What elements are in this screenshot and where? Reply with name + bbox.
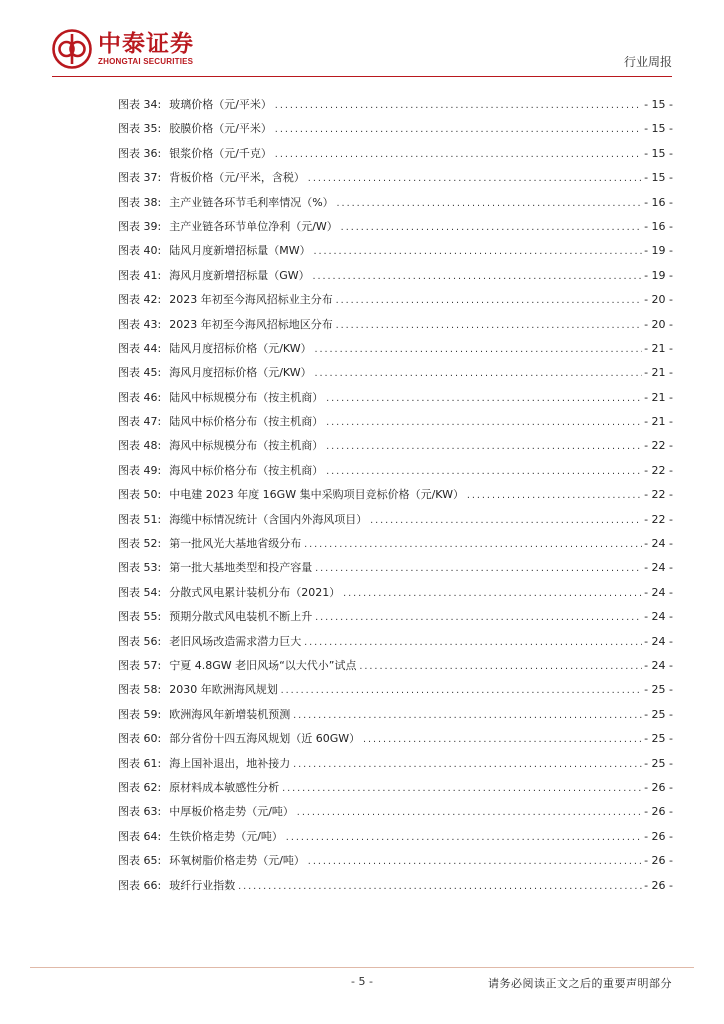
figure-page: - 25 - <box>644 707 673 721</box>
figure-page: - 20 - <box>644 317 673 331</box>
toc-entry[interactable] <box>118 434 673 458</box>
zhongtai-logo-icon <box>52 29 92 69</box>
dot-leader <box>296 801 642 825</box>
toc-entry[interactable] <box>118 605 673 629</box>
figure-page: - 22 - <box>644 512 673 526</box>
figure-page: - 20 - <box>644 293 673 307</box>
report-type: 行业周报 <box>623 55 672 69</box>
footer-divider <box>30 967 694 968</box>
dot-leader <box>313 240 642 264</box>
figure-title: 宁夏 4.8GW 老旧风场“以大代小”试点 <box>169 658 357 672</box>
figure-page: - 25 - <box>644 683 673 697</box>
figure-title: 陆风中标价格分布（按主机商） <box>169 415 324 429</box>
toc-entry[interactable] <box>118 849 673 873</box>
figure-title: 银浆价格（元/千克） <box>169 146 272 160</box>
figure-number: 图表 56: <box>118 634 162 648</box>
toc-entry[interactable] <box>118 361 673 385</box>
figure-title: 原材料成本敏感性分析 <box>169 780 280 794</box>
toc-entry[interactable] <box>118 678 673 702</box>
figure-title: 陆风中标规模分布（按主机商） <box>169 390 324 404</box>
toc-entry[interactable] <box>118 459 673 483</box>
figure-number: 图表 58: <box>118 683 162 697</box>
figure-title: 第一批风光大基地省级分布 <box>169 537 302 551</box>
toc-entry[interactable] <box>118 581 673 605</box>
dot-leader <box>336 192 642 216</box>
figure-number: 图表 63: <box>118 805 162 819</box>
dot-leader <box>274 118 642 142</box>
figure-number: 图表 66: <box>118 878 162 892</box>
company-name-cn: 中泰证券 <box>98 31 194 57</box>
figure-title: 中厚板价格走势（元/吨） <box>169 805 294 819</box>
figure-page: - 21 - <box>644 341 673 355</box>
figure-title: 背板价格（元/平米，含税） <box>169 171 305 185</box>
figure-title: 老旧风场改造需求潜力巨大 <box>169 634 302 648</box>
dot-leader <box>280 679 642 703</box>
toc-entry[interactable] <box>118 825 673 849</box>
figure-number: 图表 37: <box>118 171 162 185</box>
figure-page: - 15 - <box>644 146 673 160</box>
figure-list <box>118 93 673 898</box>
figure-page: - 19 - <box>644 244 673 258</box>
dot-leader <box>274 143 642 167</box>
figure-page: - 24 - <box>644 537 673 551</box>
figure-page: - 26 - <box>644 878 673 892</box>
toc-entry[interactable] <box>118 532 673 556</box>
figure-title: 海风中标规模分布（按主机商） <box>169 439 324 453</box>
figure-page: - 24 - <box>644 561 673 575</box>
figure-title: 海风中标价格分布（按主机商） <box>169 463 324 477</box>
figure-number: 图表 62: <box>118 780 162 794</box>
toc-entry[interactable] <box>118 313 673 337</box>
dot-leader <box>335 289 642 313</box>
figure-page: - 24 - <box>644 585 673 599</box>
figure-title: 主产业链各环节单位净利（元/W） <box>169 219 338 233</box>
figure-page: - 22 - <box>644 463 673 477</box>
figure-title: 2030 年欧洲海风规划 <box>169 683 278 697</box>
toc-entry[interactable] <box>118 386 673 410</box>
figure-page: - 21 - <box>644 415 673 429</box>
figure-number: 图表 60: <box>118 732 162 746</box>
figure-title: 2023 年初至今海风招标业主分布 <box>169 293 333 307</box>
figure-number: 图表 42: <box>118 293 162 307</box>
dot-leader <box>314 338 642 362</box>
figure-number: 图表 50: <box>118 488 162 502</box>
dot-leader <box>285 826 642 850</box>
figure-title: 陆风月度招标价格（元/KW） <box>169 341 312 355</box>
figure-page: - 16 - <box>644 195 673 209</box>
figure-page: - 16 - <box>644 219 673 233</box>
figure-number: 图表 47: <box>118 415 162 429</box>
dot-leader <box>274 94 642 118</box>
toc-entry[interactable] <box>118 654 673 678</box>
toc-entry[interactable] <box>118 337 673 361</box>
figure-title: 第一批大基地类型和投产容量 <box>169 561 313 575</box>
figure-number: 图表 51: <box>118 512 162 526</box>
toc-entry[interactable] <box>118 166 673 190</box>
figure-title: 分散式风电累计装机分布（2021） <box>169 585 341 599</box>
figure-number: 图表 44: <box>118 341 162 355</box>
figure-title: 2023 年初至今海风招标地区分布 <box>169 317 333 331</box>
figure-number: 图表 41: <box>118 268 162 282</box>
dot-leader <box>325 460 642 484</box>
dot-leader <box>362 728 642 752</box>
figure-number: 图表 45: <box>118 366 162 380</box>
figure-number: 图表 43: <box>118 317 162 331</box>
figure-title: 生铁价格走势（元/吨） <box>169 829 283 843</box>
page-header <box>0 0 724 80</box>
figure-title: 海缆中标情况统计（含国内外海风项目） <box>169 512 368 526</box>
figure-number: 图表 61: <box>118 756 162 770</box>
dot-leader <box>303 533 642 557</box>
figure-page: - 21 - <box>644 390 673 404</box>
company-name-en: ZHONGTAI SECURITIES <box>98 57 194 66</box>
toc-entry[interactable] <box>118 727 673 751</box>
figure-number: 图表 55: <box>118 610 162 624</box>
figure-title: 部分省份十四五海风规划（近 60GW） <box>169 732 361 746</box>
toc-entry[interactable] <box>118 93 673 117</box>
dot-leader <box>325 435 642 459</box>
figure-number: 图表 59: <box>118 707 162 721</box>
toc-entry[interactable] <box>118 874 673 898</box>
figure-page: - 25 - <box>644 732 673 746</box>
figure-number: 图表 65: <box>118 854 162 868</box>
dot-leader <box>342 582 642 606</box>
figure-title: 预期分散式风电装机不断上升 <box>169 610 313 624</box>
toc-entry[interactable] <box>118 703 673 727</box>
dot-leader <box>335 314 642 338</box>
dot-leader <box>314 362 642 386</box>
toc-entry[interactable] <box>118 239 673 263</box>
figure-number: 图表 57: <box>118 658 162 672</box>
figure-page: - 25 - <box>644 756 673 770</box>
dot-leader <box>314 606 642 630</box>
figure-page: - 15 - <box>644 171 673 185</box>
dot-leader <box>303 631 642 655</box>
toc-entry[interactable] <box>118 800 673 824</box>
toc-entry[interactable] <box>118 410 673 434</box>
figure-page: - 26 - <box>644 854 673 868</box>
figure-page: - 19 - <box>644 268 673 282</box>
figure-number: 图表 36: <box>118 146 162 160</box>
company-logo <box>52 29 194 69</box>
figure-number: 图表 49: <box>118 463 162 477</box>
figure-title: 环氧树脂价格走势（元/吨） <box>169 854 305 868</box>
figure-title: 欧洲海风年新增装机预测 <box>169 707 291 721</box>
dot-leader <box>237 875 642 899</box>
figure-page: - 15 - <box>644 122 673 136</box>
toc-entry[interactable] <box>118 630 673 654</box>
dot-leader <box>281 777 642 801</box>
figure-number: 图表 54: <box>118 585 162 599</box>
toc-entry[interactable] <box>118 752 673 776</box>
figure-title: 玻璃价格（元/平米） <box>169 98 272 111</box>
toc-entry[interactable] <box>118 117 673 141</box>
figure-number: 图表 38: <box>118 195 162 209</box>
figure-title: 玻纤行业指数 <box>169 878 236 892</box>
dot-leader <box>325 411 642 435</box>
figure-page: - 22 - <box>644 488 673 502</box>
figure-number: 图表 34: <box>118 98 162 111</box>
figure-title: 中电建 2023 年度 16GW 集中采购项目竞标价格（元/KW） <box>169 488 464 502</box>
dot-leader <box>292 704 642 728</box>
figure-title: 主产业链各环节毛利率情况（%） <box>169 195 334 209</box>
figure-title: 海上国补退出，地补接力 <box>169 756 291 770</box>
dot-leader <box>466 484 642 508</box>
dot-leader <box>292 753 642 777</box>
figure-number: 图表 64: <box>118 829 162 843</box>
figure-page: - 15 - <box>644 98 673 111</box>
toc-entry[interactable] <box>118 483 673 507</box>
figure-page: - 24 - <box>644 634 673 648</box>
toc-entry[interactable] <box>118 288 673 312</box>
dot-leader <box>312 265 642 289</box>
figure-number: 图表 35: <box>118 122 162 136</box>
figure-number: 图表 40: <box>118 244 162 258</box>
toc-entry[interactable] <box>118 191 673 215</box>
figure-title: 海风月度新增招标量（GW） <box>169 268 310 282</box>
figure-number: 图表 52: <box>118 537 162 551</box>
dot-leader <box>369 509 642 533</box>
toc-entry[interactable] <box>118 556 673 580</box>
figure-number: 图表 39: <box>118 219 162 233</box>
figure-title: 胶膜价格（元/平米） <box>169 122 272 136</box>
toc-entry[interactable] <box>118 142 673 166</box>
figure-page: - 26 - <box>644 780 673 794</box>
page-number: - 5 - <box>351 975 373 988</box>
figure-page: - 21 - <box>644 366 673 380</box>
figure-number: 图表 46: <box>118 390 162 404</box>
figure-page: - 26 - <box>644 805 673 819</box>
figure-title: 海风月度招标价格（元/KW） <box>169 366 312 380</box>
dot-leader <box>307 850 642 874</box>
figure-number: 图表 53: <box>118 561 162 575</box>
dot-leader <box>359 655 643 679</box>
dot-leader <box>307 167 642 191</box>
figure-page: - 26 - <box>644 829 673 843</box>
disclaimer: 请务必阅读正文之后的重要声明部分 <box>488 977 672 990</box>
figure-number: 图表 48: <box>118 439 162 453</box>
header-divider <box>52 76 672 77</box>
figure-page: - 24 - <box>644 610 673 624</box>
dot-leader <box>325 387 642 411</box>
dot-leader <box>314 557 642 581</box>
dot-leader <box>340 216 642 240</box>
figure-title: 陆风月度新增招标量（MW） <box>169 244 311 258</box>
toc-entry[interactable] <box>118 264 673 288</box>
figure-page: - 22 - <box>644 439 673 453</box>
figure-page: - 24 - <box>644 658 673 672</box>
toc-entry[interactable] <box>118 508 673 532</box>
toc-entry[interactable] <box>118 776 673 800</box>
toc-entry[interactable] <box>118 215 673 239</box>
